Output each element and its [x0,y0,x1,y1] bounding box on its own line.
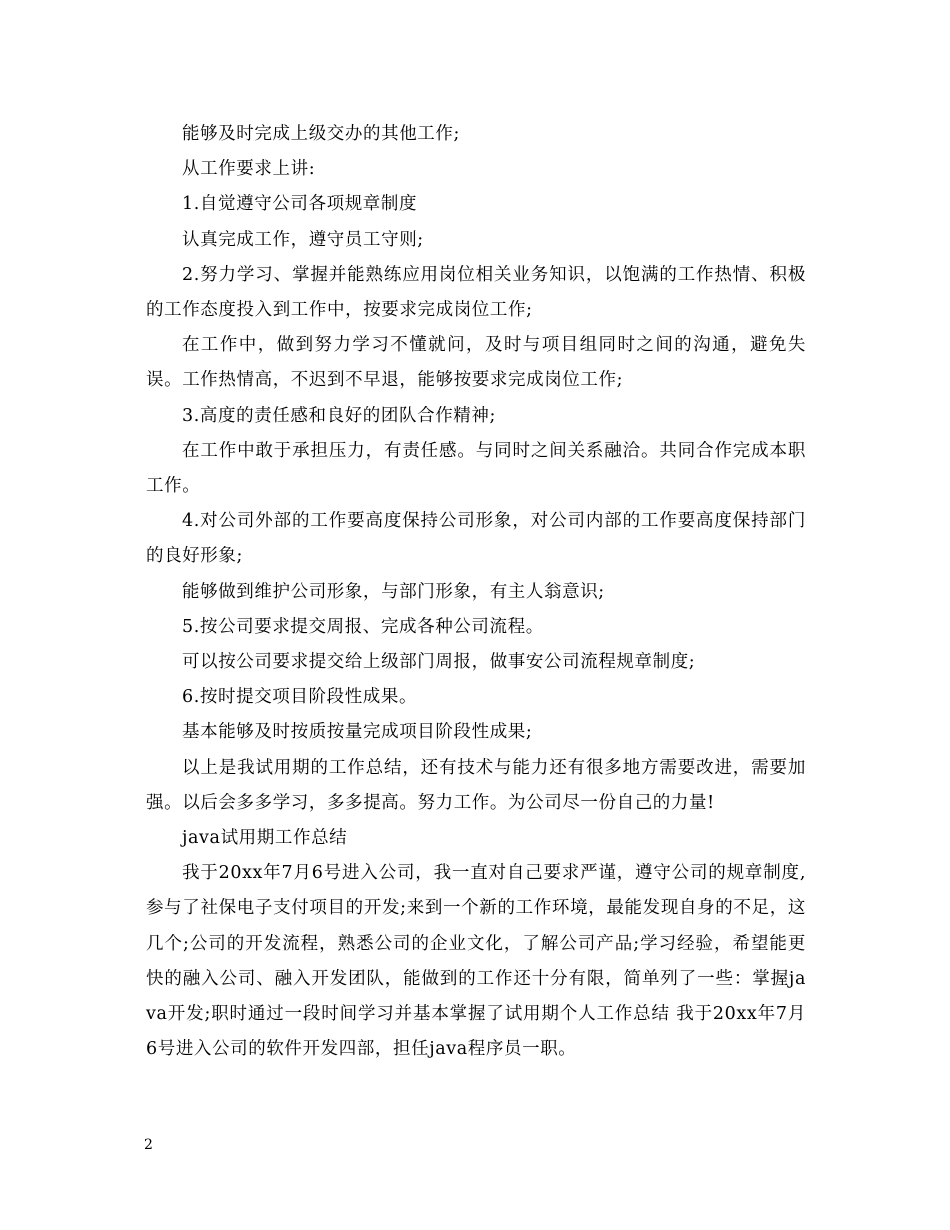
paragraph: 5.按公司要求提交周报、完成各种公司流程。 [182,616,544,637]
paragraph: 2.努力学习、掌握并能熟练应用岗位相关业务知识，以饱满的工作热情、积极的工作态度投入到工作中，按要求完成岗位工作; [146,264,806,321]
paragraph: 认真完成工作，遵守员工守则; [182,229,424,250]
paragraph: 以上是我试用期的工作总结，还有技术与能力还有很多地方需要改进，需要加强。以后会多多学习，多多提高。努力工作。为公司尽一份自己的力量! [146,757,806,813]
paragraph: 能够及时完成上级交办的其他工作; [182,124,460,144]
paragraph: 从工作要求上讲: [182,159,316,180]
paragraph: 6.按时提交项目阶段性成果。 [182,687,418,708]
document-body [146,117,806,1067]
paragraph: 3.高度的责任感和良好的团队合作精神; [182,405,496,426]
paragraph: 能够做到维护公司形象，与部门形象，有主人翁意识; [182,581,605,602]
paragraph: 4.对公司外部的工作要高度保持公司形象，对公司内部的工作要高度保持部门的良好形象; [146,511,806,567]
paragraph: 在工作中，做到努力学习不懂就问，及时与项目组同时之间的沟通，避免失误。工作热情高，不迟到不早退，能够按要求完成岗位工作; [146,335,806,391]
paragraph: 我于20xx年7月6号进入公司，我一直对自己要求严谨，遵守公司的规章制度,参与了社保电子支付项目的开发;来到一个新的工作环境，最能发现自身的不足，这几个;公司的开发流程，熟悉公司的企业文化，了解公司产品;学习经验，希望能更快的融入公司、融入开发团队，能做到的工作还十分有限，简单列了一些：掌握java开发;职时通过一段时间学习并基本掌握了试用期个人工作总结 我于20xx年7月6号进入公司的软件开发四部，担任java程序员一职。 [146,863,806,1060]
section-heading: java试用期工作总结 [182,828,348,849]
paragraph: 基本能够及时按质按量完成项目阶段性成果; [182,722,533,743]
paragraph: 1.自觉遵守公司各项规章制度 [182,194,418,215]
paragraph: 在工作中敢于承担压力，有责任感。与同时之间关系融洽。共同合作完成本职工作。 [146,440,806,497]
page-number: 2 [144,1137,153,1153]
paragraph: 可以按公司要求提交给上级部门周报，做事安公司流程规章制度; [182,652,696,673]
